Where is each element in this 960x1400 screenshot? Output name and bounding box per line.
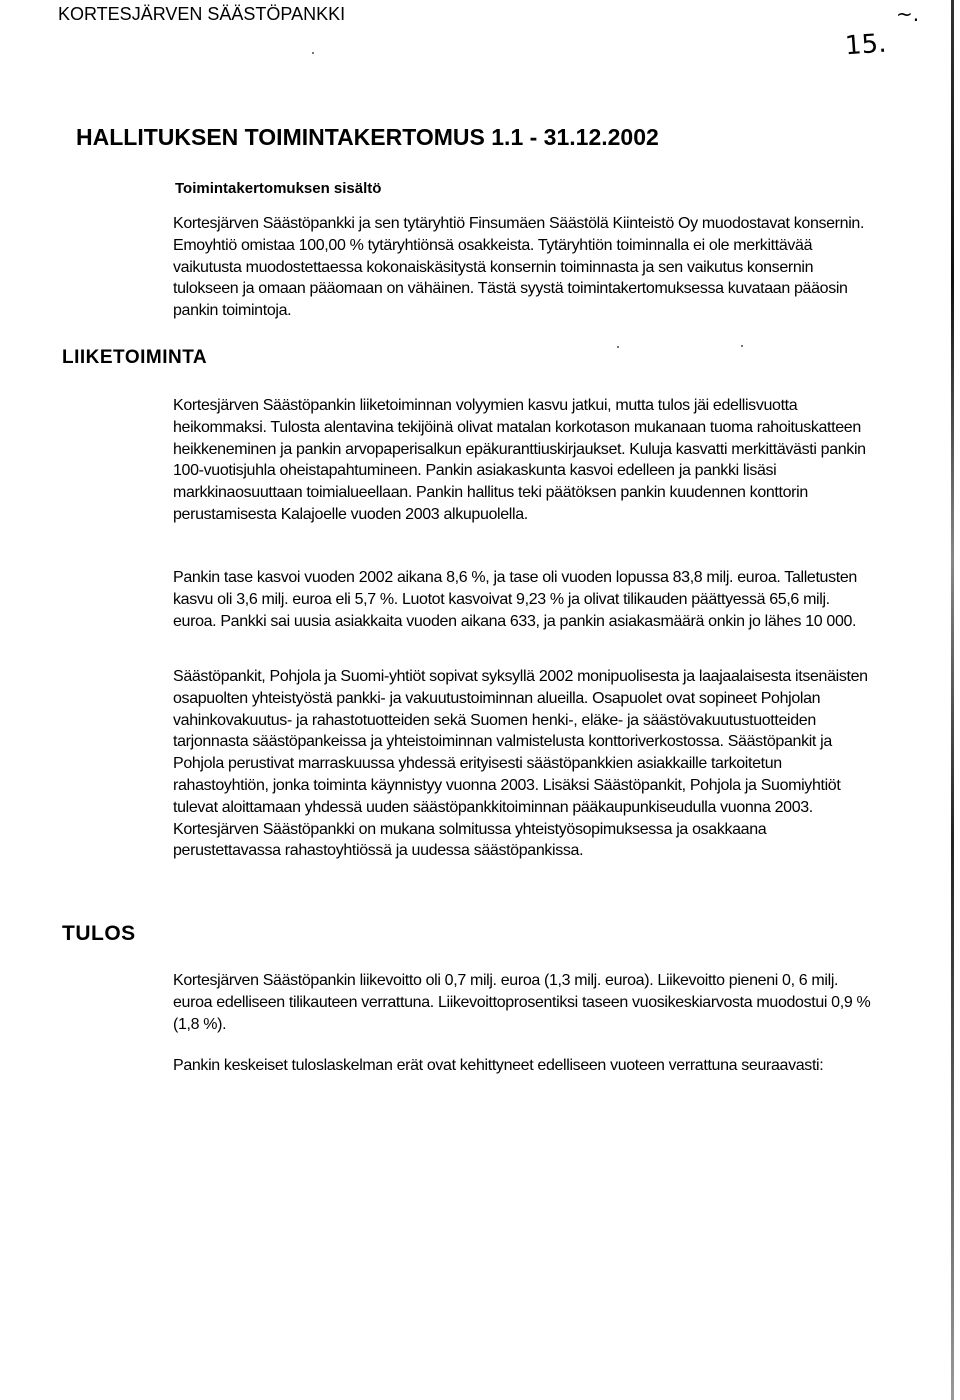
liiketoiminta-paragraph-2: Pankin tase kasvoi vuoden 2002 aikana 8,6 %, ja tase oli vuoden lopussa 83,8 milj. euroa. Talletusten kasvu oli 3,6 milj. euroa eli 5,7 %. Luotot kasvoivat 9,23 % ja olivat tilikauden päättyessä 65,6 milj. euroa. Pankki sai uusia asiakkaita vuoden aikana 633, ja pankin asiakasmäärä onkin jo lähes 10 000. (173, 569, 857, 630)
contents-paragraph: Kortesjärven Säästöpankki ja sen tytäryhtiö Finsumäen Säästölä Kiinteistö Oy muodostavat konsernin. Emoyhtiö omistaa 100,00 % tytäryhtiönsä osakkeista. Tytäryhtiön toiminnalla ei ole merkittävää vaikutusta muodostettaessa kokonaiskäsitystä konsernin toiminnasta ja sen vaikutus konsernin tulokseen ja omaan pääomaan on vähäinen. Tästä syystä toimintakertomuksessa kuvataan pääosin pankin toimintoja. (173, 215, 865, 320)
section-heading-tulos: TULOS (62, 922, 136, 945)
contents-heading: Toimintakertomuksen sisältö (175, 180, 382, 197)
corner-tick-mark: ~. (896, 2, 920, 26)
section-heading-liiketoiminta: LIIKETOIMINTA (62, 347, 208, 368)
scan-edge-artifact (951, 0, 954, 1400)
report-title: HALLITUKSEN TOIMINTAKERTOMUS 1.1 - 31.12.2002 (76, 124, 659, 150)
scan-speck (617, 346, 619, 348)
page-number: 15. (844, 28, 888, 62)
scan-speck (312, 52, 314, 54)
tulos-paragraph-1: Kortesjärven Säästöpankin liikevoitto oli 0,7 milj. euroa (1,3 milj. euroa). Liikevoitto pieneni 0, 6 milj. euroa edelliseen tilikauteen verrattuna. Liikevoittoprosentiksi taseen vuosikeskiarvosta muodostui 0,9 % (1,8 %). (173, 972, 871, 1033)
tulos-paragraph-2: Pankin keskeiset tuloslaskelman erät ovat kehittyneet edelliseen vuoteen verrattuna seuraavasti: (173, 1057, 824, 1074)
liiketoiminta-paragraph-3: Säästöpankit, Pohjola ja Suomi-yhtiöt sopivat syksyllä 2002 monipuolisesta ja laajaalaisesta itsenäisten osapuolten yhteistyöstä pankki- ja vakuutustoiminnan alueilla. Osapuolet ovat sopineet Pohjolan vahinkovakuutus- ja rahastotuotteiden sekä Suomen henki-, eläke- ja säästövakuutustuotteiden tarjonnasta säästöpankeissa ja yhteistoiminnan valmistelusta konttoriverkostossa. Säästöpankit ja Pohjola perustivat marraskuussa yhdessä erityisesti säästöpankkien asiakkaille tarkoitetun rahastoyhtiön, jonka toiminta käynnistyy vuonna 2003. Lisäksi Säästöpankit, Pohjola ja Suomiyhtiöt tulevat aloittamaan yhdessä uuden säästöpankkitoiminnan pääkaupunkiseudulla vuonna 2003. Kortesjärven Säästöpankki on mukana solmitussa yhteistyösopimuksessa ja osakkaana perustettavassa rahastoyhtiössä ja uudessa säästöpankissa. (173, 668, 868, 860)
scan-speck (741, 345, 743, 347)
liiketoiminta-paragraph-1: Kortesjärven Säästöpankin liiketoiminnan volyymien kasvu jatkui, mutta tulos jäi edellisvuotta heikommaksi. Tulosta alentavina tekijöinä olivat matalan korkotason mukanaan tuoma rahoituskatteen heikkeneminen ja pankin arvopaperisalkun epäkuranttiuskirjaukset. Kuluja kasvatti merkittävästi pankin 100-vuotisjuhla oheistapahtumineen. Pankin asiakaskunta kasvoi edelleen ja pankki lisäsi markkinaosuuttaan toimialueellaan. Pankin hallitus teki päätöksen pankin kuudennen konttorin perustamisesta Kalajoelle vuoden 2003 alkupuolella. (173, 397, 866, 523)
bank-name-header: KORTESJÄRVEN SÄÄSTÖPANKKI (58, 4, 346, 24)
